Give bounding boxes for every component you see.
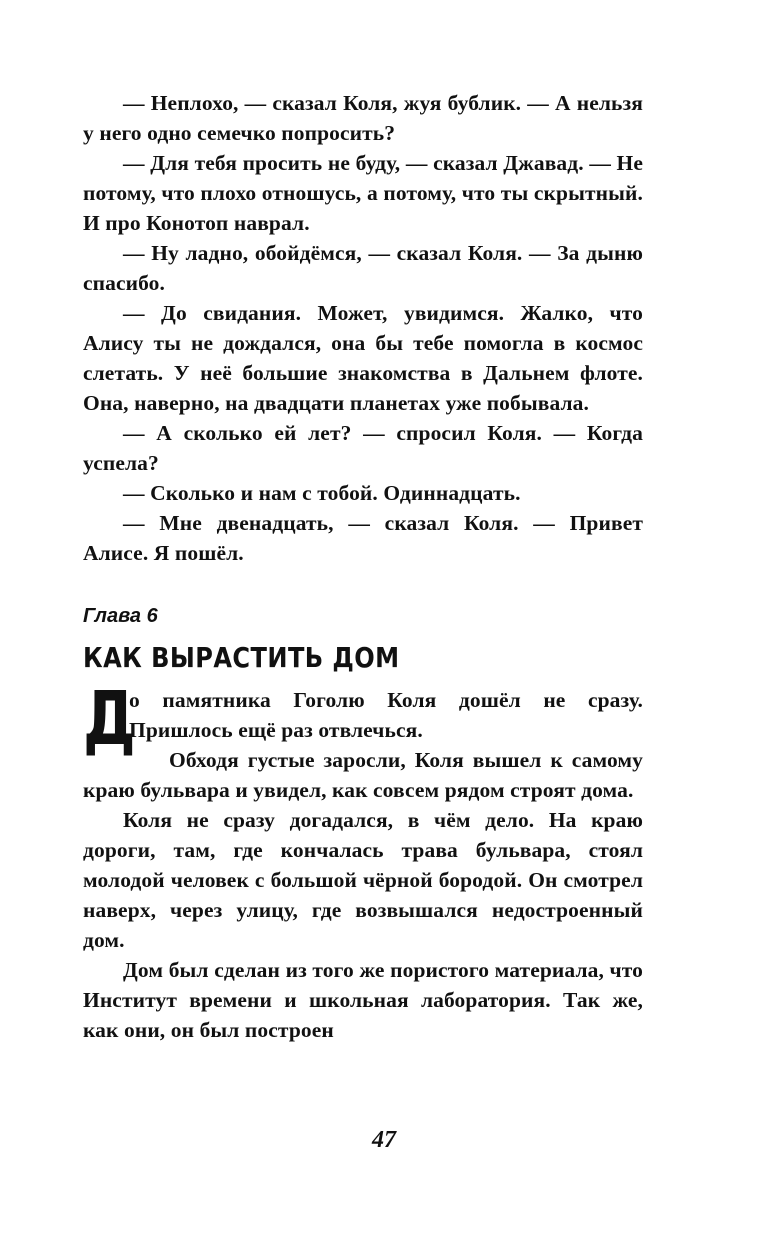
chapter-paragraph-2: Обходя густые заросли, Коля вышел к самому краю бульвара и увидел, как совсем рядом строят дома. <box>83 748 643 802</box>
dialogue-paragraph-6: — Сколько и нам с тобой. Одиннадцать. <box>123 481 521 505</box>
dialogue-paragraph-7: — Мне двенадцать, — сказал Коля. — Привет Алисе. Я пошёл. <box>83 511 643 565</box>
dialogue-paragraph-4: — До свидания. Может, увидимся. Жалко, что Алису ты не дождался, она бы тебе помогла в космос слетать. У неё большие знакомства в Дальнем флоте. Она, наверно, на двадцати планетах уже побывала. <box>83 301 643 415</box>
dialogue-paragraph-3: — Ну ладно, обойдёмся, — сказал Коля. — За дыню спасибо. <box>83 241 643 295</box>
chapter-label: Глава 6 <box>83 605 158 627</box>
first-paragraph-text: о памятника Гоголю Коля дошёл не сразу. Пришлось ещё раз отвлечься. <box>129 688 643 742</box>
chapter-paragraph-4: Дом был сделан из того же пористого материала, что Институт времени и школьная лаборатория. Так же, как они, он был построен <box>83 958 643 1042</box>
dialogue-paragraph-5: — А сколько ей лет? — спросил Коля. — Когда успела? <box>83 421 643 475</box>
chapter-paragraph-3: Коля не сразу догадался, в чём дело. На краю дороги, там, где кончалась трава бульвара, стоял молодой человек с большой чёрной бородой. Он смотрел наверх, через улицу, где возвышался недостроенный дом. <box>83 808 643 952</box>
dialogue-paragraph-1: — Неплохо, — сказал Коля, жуя бублик. — А нельзя у него одно семечко попросить? <box>83 91 643 145</box>
chapter-first-paragraph <box>83 676 643 762</box>
page-number: 47 <box>372 1127 396 1153</box>
drop-cap-letter: Д <box>83 676 136 762</box>
dialogue-paragraph-2: — Для тебя просить не буду, — сказал Джавад. — Не потому, что плохо отношусь, а потому, что ты скрытный. И про Конотоп наврал. <box>83 151 643 235</box>
page-body <box>83 88 643 1045</box>
chapter-title: КАК ВЫРАСТИТЬ ДОМ <box>83 641 400 674</box>
